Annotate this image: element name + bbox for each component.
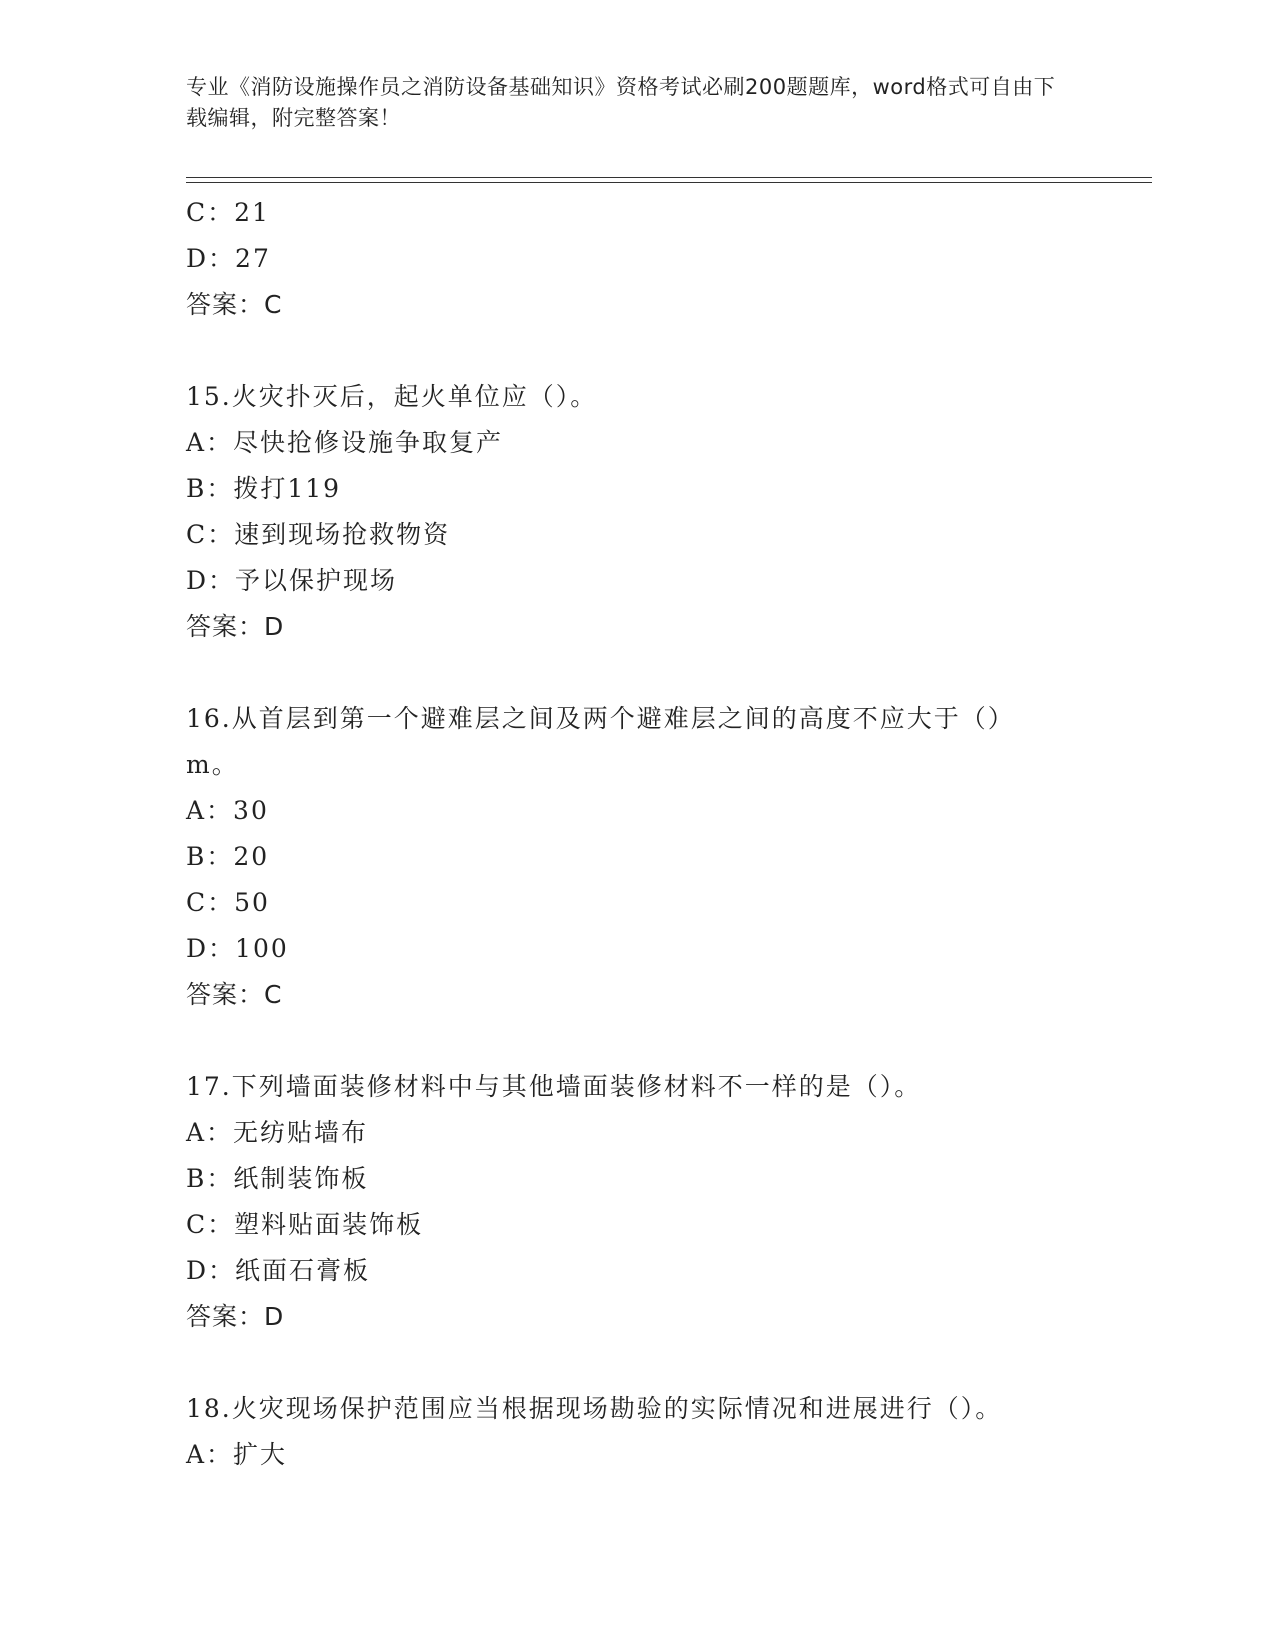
option-a: A：扩大 <box>186 1440 288 1469</box>
option-d: D：纸面石膏板 <box>186 1256 371 1285</box>
option-d: D：27 <box>186 244 271 273</box>
answer-line: 答案：D <box>186 1302 285 1331</box>
option-a: A：无纺贴墙布 <box>186 1118 369 1147</box>
header-divider-bottom <box>186 182 1152 183</box>
option-c: C：50 <box>186 888 270 917</box>
header-divider-top <box>186 177 1152 178</box>
option-b: B：20 <box>186 842 270 871</box>
answer-line: 答案：C <box>186 290 283 319</box>
option-a: A：30 <box>186 796 269 825</box>
question-stem: 15.火灾扑灭后，起火单位应（）。 <box>186 382 598 411</box>
question-stem: 18.火灾现场保护范围应当根据现场勘验的实际情况和进展进行（）。 <box>186 1394 1003 1423</box>
option-b: B：纸制装饰板 <box>186 1164 369 1193</box>
option-d: D：100 <box>186 934 289 963</box>
document-header: 专业《消防设施操作员之消防设备基础知识》资格考试必刷200题题库，word格式可自由下载编辑，附完整答案！ <box>186 75 1056 130</box>
option-b: B：拨打119 <box>186 474 342 503</box>
option-c: C：塑料贴面装饰板 <box>186 1210 424 1239</box>
question-stem: 16.从首层到第一个避难层之间及两个避难层之间的高度不应大于（）m。 <box>186 704 1015 779</box>
answer-line: 答案：D <box>186 612 285 641</box>
option-c: C：21 <box>186 198 270 227</box>
answer-line: 答案：C <box>186 980 283 1009</box>
question-list <box>186 190 1086 1478</box>
option-d: D：予以保护现场 <box>186 566 398 595</box>
option-a: A：尽快抢修设施争取复产 <box>186 428 504 457</box>
option-c: C：速到现场抢救物资 <box>186 520 451 549</box>
question-stem: 17.下列墙面装修材料中与其他墙面装修材料不一样的是（）。 <box>186 1072 922 1101</box>
